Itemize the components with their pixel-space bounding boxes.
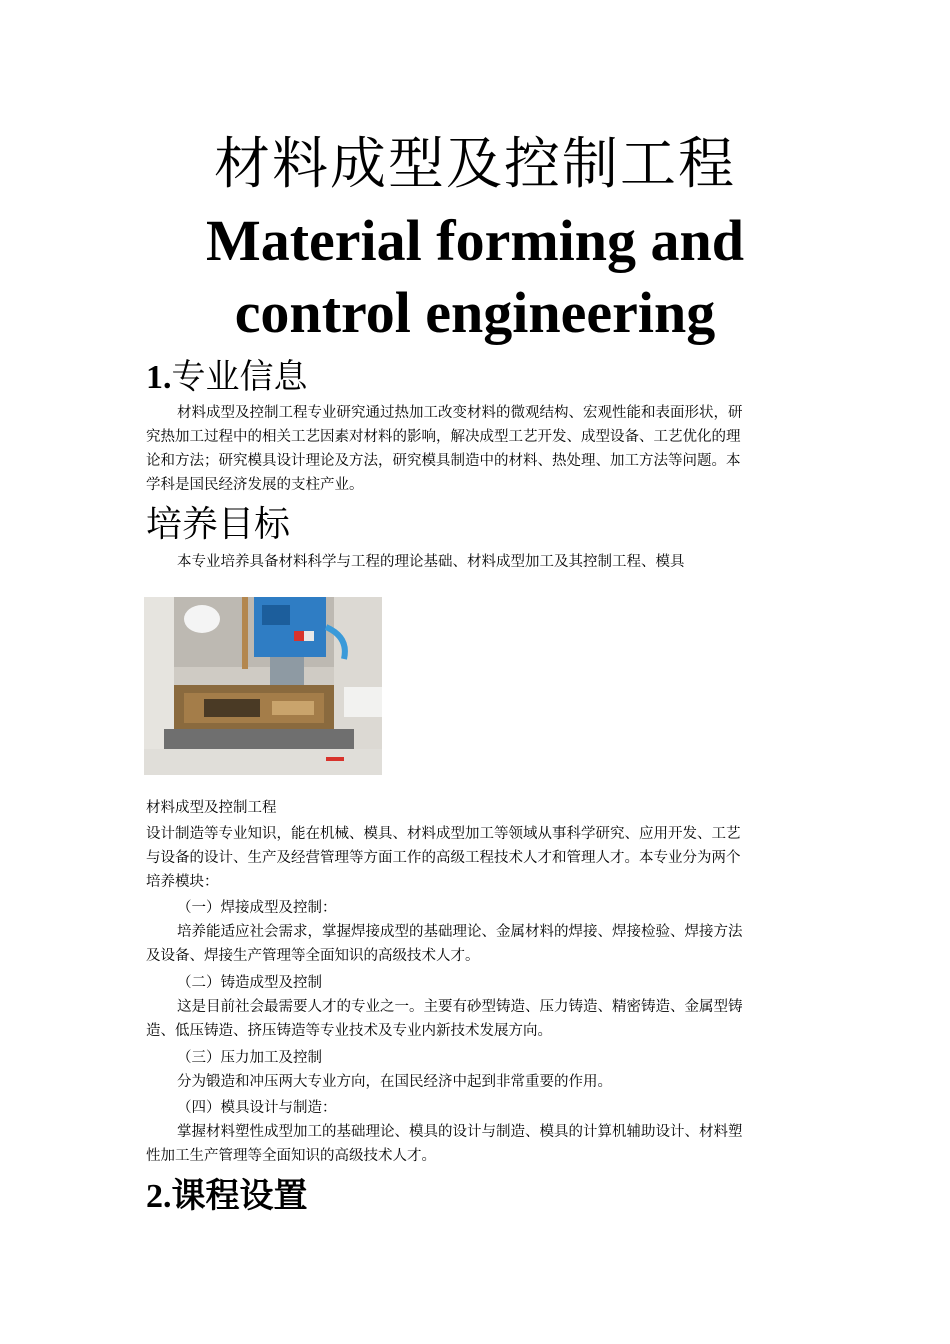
module-4-line: 性加工生产管理等全面知识的高级技术人才。: [146, 1148, 436, 1164]
section-1-line: 材料成型及控制工程专业研究通过热加工改变材料的微观结构、宏观性能和表面形状，研: [177, 405, 743, 421]
module-3-line: 分为锻造和冲压两大专业方向，在国民经济中起到非常重要的作用。: [177, 1074, 612, 1090]
module-2-line: 这是目前社会最需要人才的专业之一。主要有砂型铸造、压力铸造、精密铸造、金属型铸: [177, 999, 743, 1015]
section-2-number: 2.: [146, 1178, 172, 1215]
section-2-title: 课程设置: [171, 1176, 308, 1216]
caption-text: 材料成型及控制工程: [146, 800, 277, 816]
module-3-title: （三）压力加工及控制: [177, 1050, 322, 1066]
module-4-title: （四）模具设计与制造：: [177, 1100, 337, 1116]
module-1-title: （一）焊接成型及控制：: [177, 900, 337, 916]
module-4: [146, 1096, 808, 1168]
continuation-line: 与设备的设计、生产及经营管理等方面工作的高级工程技术人才和管理人才。本专业分为两个: [146, 850, 741, 866]
photo-caption: [146, 796, 808, 820]
module-4-line: 掌握材料塑性成型加工的基础理论、模具的设计与制造、模具的计算机辅助设计、材料塑: [177, 1124, 743, 1140]
module-3: [146, 1046, 808, 1094]
module-2: [146, 971, 808, 1043]
module-1-line: 及设备、焊接生产管理等全面知识的高级技术人才。: [146, 948, 480, 964]
goals-intro-line: 本专业培养具备材料科学与工程的理论基础、材料成型加工及其控制工程、模具: [177, 554, 685, 570]
section-1-title: 专业信息: [171, 357, 308, 397]
photo-illustration: [144, 597, 382, 775]
continuation-line: 设计制造等专业知识，能在机械、模具、材料成型加工等领域从事科学研究、应用开发、工艺: [146, 826, 741, 842]
section-1-line: 学科是国民经济发展的支柱产业。: [146, 477, 364, 493]
goals-heading: 培养目标: [146, 504, 291, 545]
goals-intro: [146, 550, 808, 574]
section-1-number: 1.: [146, 359, 172, 396]
continuation-line: 培养模块：: [146, 874, 219, 890]
module-1: [146, 896, 808, 968]
section-1-paragraph: [146, 401, 808, 497]
section-1-line: 究热加工过程中的相关工艺因素对材料的影响，解决成型工艺开发、成型设备、工艺优化的理: [146, 429, 741, 445]
module-2-title: （二）铸造成型及控制: [177, 975, 322, 991]
title-chinese: 材料成型及控制工程: [214, 132, 736, 197]
module-2-line: 造、低压铸造、挤压铸造等专业技术及专业内新技术发展方向。: [146, 1023, 552, 1039]
title-english: [0, 205, 950, 349]
section-2-heading: [146, 1176, 308, 1217]
milling-machine-photo: [144, 597, 382, 775]
section-1-heading: [146, 357, 308, 398]
title-english-line-1: Material forming and: [205, 208, 745, 273]
title-english-line-2: control engineering: [234, 280, 716, 345]
module-1-line: 培养能适应社会需求，掌握焊接成型的基础理论、金属材料的焊接、焊接检验、焊接方法: [177, 924, 743, 940]
section-1-line: 论和方法；研究模具设计理论及方法，研究模具制造中的材料、热处理、加工方法等问题。本: [146, 453, 741, 469]
continuation-paragraph: [146, 822, 808, 894]
